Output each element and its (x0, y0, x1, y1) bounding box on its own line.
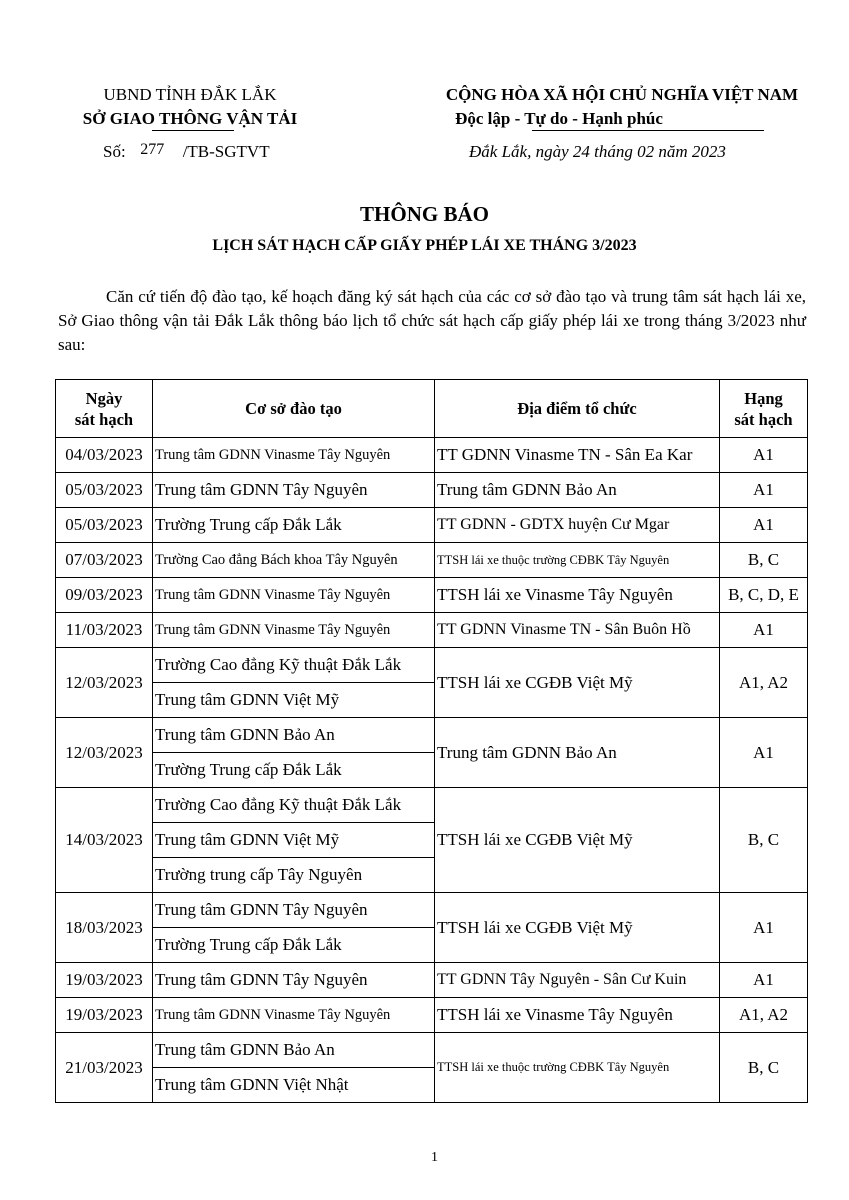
table-row (56, 648, 808, 683)
exam-date: 05/03/2023 (56, 508, 153, 543)
license-class: A1 (720, 508, 808, 543)
number-value: 277 (140, 141, 165, 158)
header-rank: Hạng sát hạch (720, 380, 808, 438)
training-school: Trường Trung cấp Đắk Lắk (153, 928, 435, 963)
exam-date: 04/03/2023 (56, 438, 153, 473)
table-row (56, 438, 808, 473)
license-class: A1 (720, 473, 808, 508)
exam-location: TT GDNN Vinasme TN - Sân Buôn Hồ (435, 613, 720, 648)
training-school: Trung tâm GDNN Tây Nguyên (153, 473, 435, 508)
exam-location: TT GDNN Vinasme TN - Sân Ea Kar (435, 438, 720, 473)
exam-date: 12/03/2023 (56, 648, 153, 718)
training-school: Trường Cao đẳng Kỹ thuật Đắk Lắk (153, 788, 435, 823)
issuing-authority: UBND TỈNH ĐẮK LẮK (103, 85, 277, 104)
exam-location: TT GDNN - GDTX huyện Cư Mgar (435, 508, 720, 543)
table-row (56, 1033, 808, 1068)
training-school: Trung tâm GDNN Bảo An (153, 718, 435, 753)
license-class: B, C (720, 788, 808, 893)
exam-location: Trung tâm GDNN Bảo An (435, 718, 720, 788)
license-class: B, C, D, E (720, 578, 808, 613)
notice-title: THÔNG BÁO (360, 202, 489, 226)
training-school: Trung tâm GDNN Tây Nguyên (153, 963, 435, 998)
license-class: A1 (720, 718, 808, 788)
table-row (56, 578, 808, 613)
training-school: Trung tâm GDNN Vinasme Tây Nguyên (153, 998, 435, 1033)
exam-date: 05/03/2023 (56, 473, 153, 508)
training-school: Trung tâm GDNN Vinasme Tây Nguyên (153, 438, 435, 473)
table-row (56, 788, 808, 823)
training-school: Trường Cao đẳng Bách khoa Tây Nguyên (153, 543, 435, 578)
table-header-row (56, 380, 808, 438)
table-row (56, 613, 808, 648)
intro-text: Căn cứ tiến độ đào tạo, kế hoạch đăng ký sát hạch của các cơ sở đào tạo và trung tâm sát hạch lái xe, Sở Giao thông vận tải Đắk Lắk thông báo lịch tổ chức sát hạch cấp giấy phép lái xe trong tháng 3/2023 như sau: (58, 287, 806, 354)
training-school: Trung tâm GDNN Vinasme Tây Nguyên (153, 613, 435, 648)
motto-text: Độc lập - Tự do - Hạnh phúc (455, 109, 663, 128)
license-class: A1 (720, 613, 808, 648)
department-underline (152, 130, 234, 131)
exam-location: TTSH lái xe Vinasme Tây Nguyên (435, 578, 720, 613)
exam-date: 21/03/2023 (56, 1033, 153, 1103)
notice-subtitle: LỊCH SÁT HẠCH CẤP GIẤY PHÉP LÁI XE THÁNG 3/2023 (212, 237, 637, 254)
training-school: Trung tâm GDNN Việt Mỹ (153, 683, 435, 718)
exam-date: 07/03/2023 (56, 543, 153, 578)
table-row (56, 963, 808, 998)
page-number: 1 (431, 1150, 438, 1165)
exam-date: 19/03/2023 (56, 963, 153, 998)
exam-location: Trung tâm GDNN Bảo An (435, 473, 720, 508)
issuing-department: SỞ GIAO THÔNG VẬN TẢI (82, 109, 298, 128)
exam-date: 14/03/2023 (56, 788, 153, 893)
exam-date: 09/03/2023 (56, 578, 153, 613)
exam-date: 18/03/2023 (56, 893, 153, 963)
country-name: CỘNG HÒA XÃ HỘI CHỦ NGHĨA VIỆT NAM (445, 85, 799, 104)
document-number (103, 141, 270, 164)
table-row (56, 473, 808, 508)
license-class: A1 (720, 893, 808, 963)
table-row (56, 998, 808, 1033)
training-school: Trường Trung cấp Đắk Lắk (153, 508, 435, 543)
license-class: A1 (720, 963, 808, 998)
number-prefix: Số: (103, 142, 126, 161)
table-row (56, 718, 808, 753)
training-school: Trường Trung cấp Đắk Lắk (153, 753, 435, 788)
motto-underline (532, 130, 764, 131)
header-date: Ngày sát hạch (56, 380, 153, 438)
exam-location: TTSH lái xe CGĐB Việt Mỹ (435, 893, 720, 963)
exam-schedule-table (55, 379, 808, 1103)
license-class: A1, A2 (720, 648, 808, 718)
exam-location: TTSH lái xe Vinasme Tây Nguyên (435, 998, 720, 1033)
exam-location: TT GDNN Tây Nguyên - Sân Cư Kuin (435, 963, 720, 998)
exam-location: TTSH lái xe CGĐB Việt Mỹ (435, 788, 720, 893)
license-class: A1 (720, 438, 808, 473)
table-row (56, 543, 808, 578)
training-school: Trung tâm GDNN Vinasme Tây Nguyên (153, 578, 435, 613)
license-class: B, C (720, 543, 808, 578)
license-class: B, C (720, 1033, 808, 1103)
exam-date: 11/03/2023 (56, 613, 153, 648)
exam-date: 12/03/2023 (56, 718, 153, 788)
header-location: Địa điểm tổ chức (435, 380, 720, 438)
training-school: Trung tâm GDNN Việt Mỹ (153, 823, 435, 858)
training-school: Trường Cao đẳng Kỹ thuật Đắk Lắk (153, 648, 435, 683)
exam-date: 19/03/2023 (56, 998, 153, 1033)
table-row (56, 508, 808, 543)
intro-paragraph (58, 285, 806, 357)
place-date: Đắk Lắk, ngày 24 tháng 02 năm 2023 (469, 142, 726, 161)
number-suffix: /TB-SGTVT (182, 142, 270, 161)
exam-location: TTSH lái xe thuộc trường CĐBK Tây Nguyên (435, 543, 720, 578)
header-school: Cơ sở đào tạo (153, 380, 435, 438)
training-school: Trung tâm GDNN Việt Nhật (153, 1068, 435, 1103)
table-row (56, 893, 808, 928)
national-motto (455, 108, 839, 130)
license-class: A1, A2 (720, 998, 808, 1033)
training-school: Trung tâm GDNN Tây Nguyên (153, 893, 435, 928)
exam-location: TTSH lái xe thuộc trường CĐBK Tây Nguyên (435, 1033, 720, 1103)
exam-location: TTSH lái xe CGĐB Việt Mỹ (435, 648, 720, 718)
training-school: Trung tâm GDNN Bảo An (153, 1033, 435, 1068)
training-school: Trường trung cấp Tây Nguyên (153, 858, 435, 893)
